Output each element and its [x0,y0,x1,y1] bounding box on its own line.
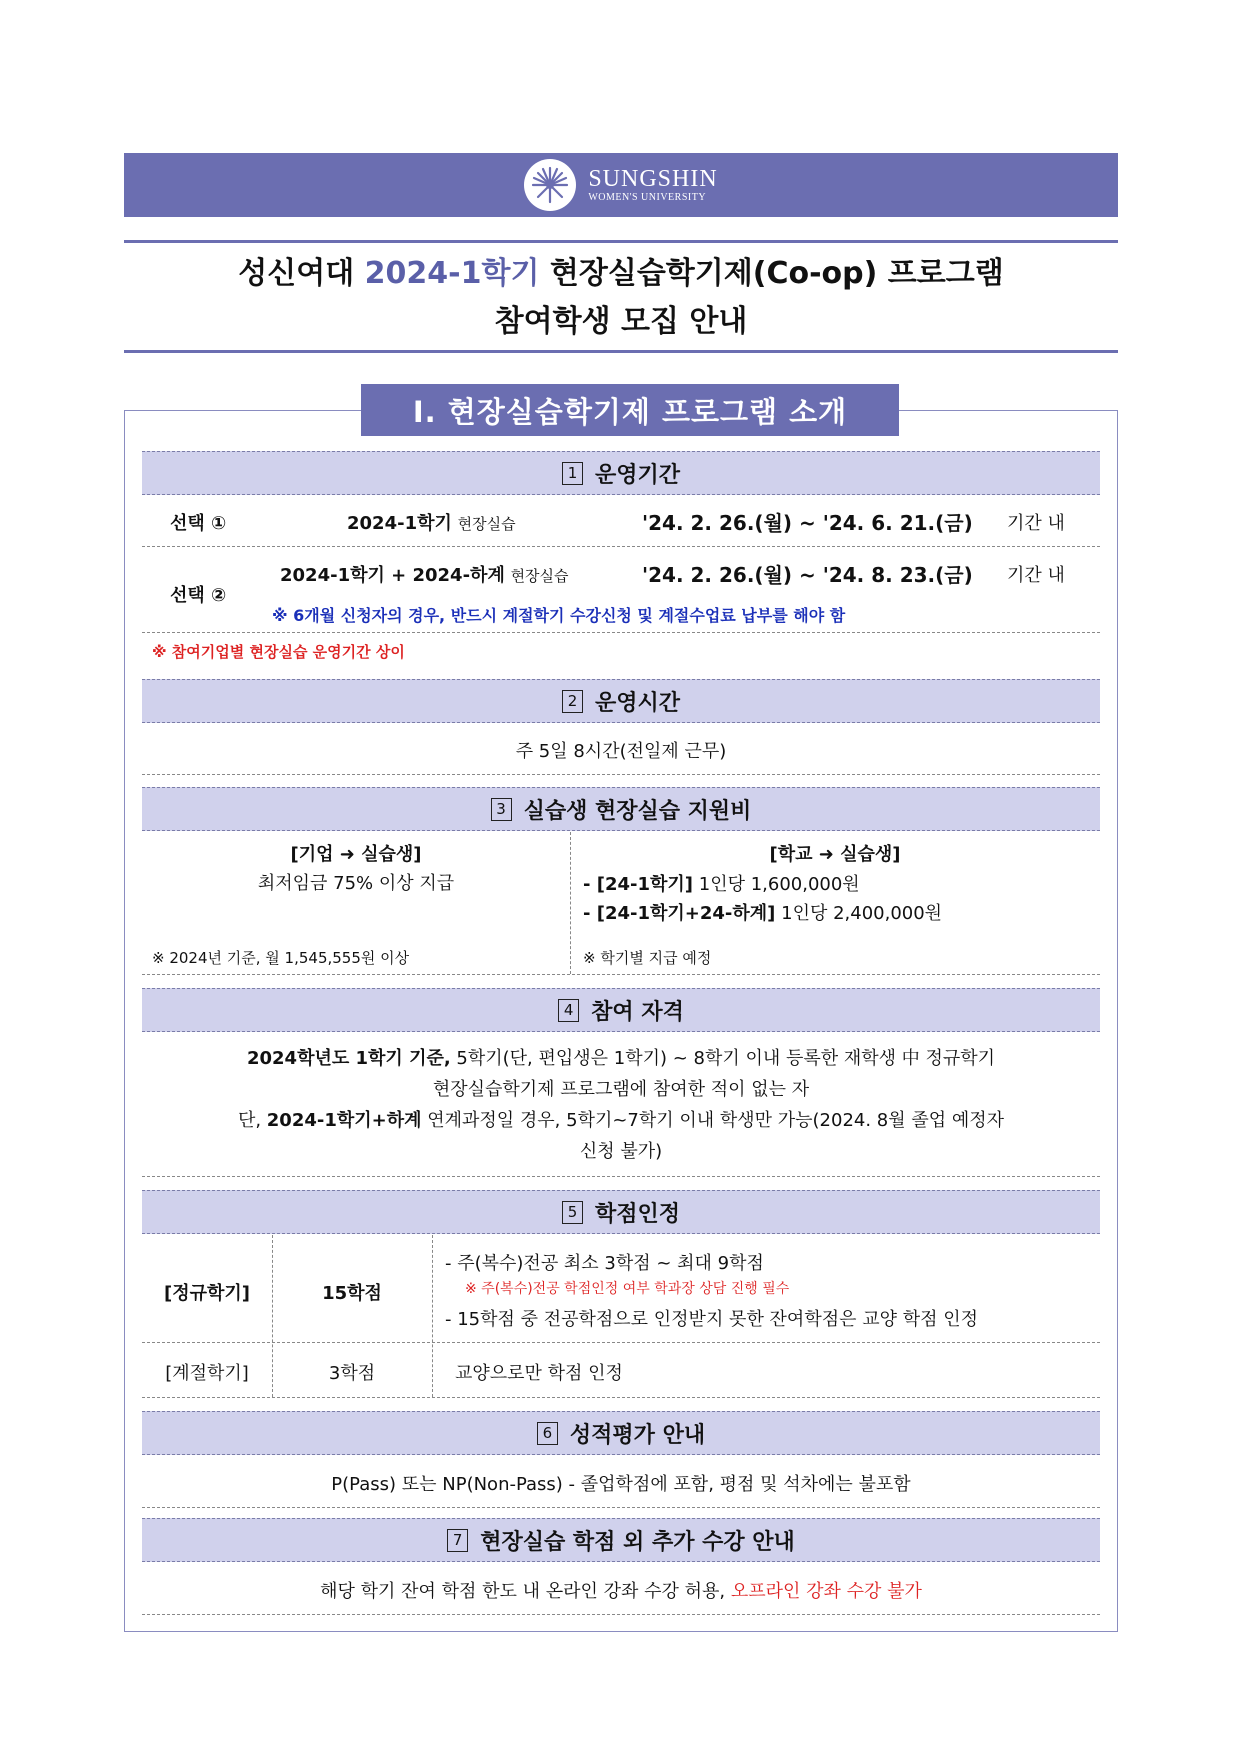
s3-right-item1-bold: - [24-1학기] [583,874,694,895]
s2-title: 운영시간 [594,690,680,716]
s5-number: 5 [562,1201,583,1224]
divider [142,632,1100,633]
s5-r2-credit: 3학점 [328,1363,376,1384]
s3-left-note: ※ 2024년 기준, 월 1,545,555원 이상 [152,949,410,967]
s3-right-head: [학교 ➜ 실습생] [769,844,901,865]
title-prefix: 성신여대 [238,256,365,291]
brand-name: SUNGSHIN [588,166,718,192]
divider [142,1342,1100,1343]
s1-opt1-term-small: 현장실습 [457,515,516,533]
university-emblem-icon [524,159,576,211]
s6-text: P(Pass) 또는 NP(Non-Pass) - 졸업학점에 포함, 평점 및 석차에는 불포함 [331,1474,911,1495]
university-banner [124,153,1118,217]
title-suffix: 현장실습학기제(Co-op) 프로그램 [539,256,1004,291]
s3-right-item2: 1인당 2,400,000원 [781,903,943,924]
s3-right-note: ※ 학기별 지급 예정 [583,949,712,967]
s4-number: 4 [558,999,579,1022]
title-line2: 참여학생 모집 안내 [494,304,748,339]
page-title [124,250,1118,346]
s5-r1-credit: 15학점 [322,1283,382,1304]
s4-l3: 연계과정일 경우, 5학기~7학기 이내 학생만 가능(2024. 8월 졸업 예정자 [421,1110,1005,1131]
s1-opt2-dates: '24. 2. 26.(월) ~ '24. 8. 23.(금) [642,563,973,587]
s3-left-head: [기업 ➜ 실습생] [290,844,422,865]
title-bottom-rule [124,350,1118,353]
s4-header [142,988,1100,1032]
s5-r2-desc: 교양으로만 학점 인정 [455,1363,623,1384]
s4-l1-bold: 2024학년도 1학기 기준, [246,1048,451,1069]
s4-l1: 5학기(단, 편입생은 1학기) ~ 8학기 이내 등록한 재학생 中 정규학기 [450,1048,996,1069]
divider [142,1176,1100,1177]
s7-title: 현장실습 학점 외 추가 수강 안내 [480,1529,795,1555]
s7-header [142,1518,1100,1562]
s3-title: 실습생 현장실습 지원비 [523,798,752,824]
divider [142,1397,1100,1398]
s4-l3-bold: 2024-1학기+하계 [266,1110,422,1131]
divider [142,1507,1100,1508]
column-divider [432,1235,433,1397]
s4-l2: 현장실습학기제 프로그램에 참여한 적이 없는 자 [432,1079,810,1100]
brand-subtitle: WOMEN'S UNIVERSITY [588,192,707,203]
s5-header [142,1190,1100,1234]
s1-opt1-tail: 기간 내 [1007,513,1065,534]
s6-number: 6 [537,1422,558,1445]
s5-title: 학점인정 [594,1201,680,1227]
s7-text-red: 오프라인 강좌 수강 불가 [725,1581,922,1602]
s1-opt2-note: ※ 6개월 신청자의 경우, 반드시 계절학기 수강신청 및 계절수업료 납부를 해야 함 [272,606,846,625]
s1-opt2-label: 선택 ② [170,585,227,606]
divider [142,1614,1100,1615]
s3-header [142,787,1100,831]
s3-number: 3 [491,798,512,821]
s5-r2-label: [계절학기] [165,1363,249,1384]
s4-l3-pre: 단, [237,1110,267,1131]
section-title: Ⅰ. 현장실습학기제 프로그램 소개 [361,384,899,436]
title-accent: 2024-1학기 [364,256,540,291]
s1-opt2-tail: 기간 내 [1007,565,1065,586]
s1-opt2-term-small: 현장실습 [510,567,569,585]
s2-text: 주 5일 8시간(전일제 근무) [515,741,727,762]
s7-text: 해당 학기 잔여 학점 한도 내 온라인 강좌 수강 허용, [320,1581,726,1602]
s1-footnote: ※ 참여기업별 현장실습 운영기간 상이 [152,643,405,661]
s6-header [142,1411,1100,1455]
s5-r1-d2: - 15학점 중 전공학점으로 인정받지 못한 잔여학점은 교양 학점 인정 [445,1309,978,1330]
s5-r1-label: [정규학기] [163,1283,250,1304]
s6-title: 성적평가 안내 [569,1422,706,1448]
s1-opt1-dates: '24. 2. 26.(월) ~ '24. 6. 21.(금) [642,511,973,535]
divider [142,974,1100,975]
s1-opt1-term: 2024-1학기 [347,513,452,534]
s1-number: 1 [562,462,583,485]
s1-title: 운영기간 [594,462,680,488]
s4-title: 참여 자격 [591,999,684,1025]
s3-right-item2-bold: - [24-1학기+24-하계] [583,903,776,924]
divider [142,546,1100,547]
s7-number: 7 [447,1529,468,1552]
s1-header [142,451,1100,495]
divider [142,774,1100,775]
s3-left-text: 최저임금 75% 이상 지급 [257,873,455,894]
title-top-rule [124,240,1118,243]
s2-header [142,679,1100,723]
s4-l4: 신청 불가) [579,1141,663,1162]
s3-right-item1: 1인당 1,600,000원 [698,874,860,895]
s1-opt2-term: 2024-1학기 + 2024-하계 [280,565,505,586]
s1-opt1-label: 선택 ① [170,513,227,534]
s5-r1-d1: - 주(복수)전공 최소 3학점 ~ 최대 9학점 [445,1253,764,1274]
s5-r1-note: ※ 주(복수)전공 학점인정 여부 학과장 상담 진행 필수 [465,1281,790,1297]
s2-number: 2 [562,690,583,713]
